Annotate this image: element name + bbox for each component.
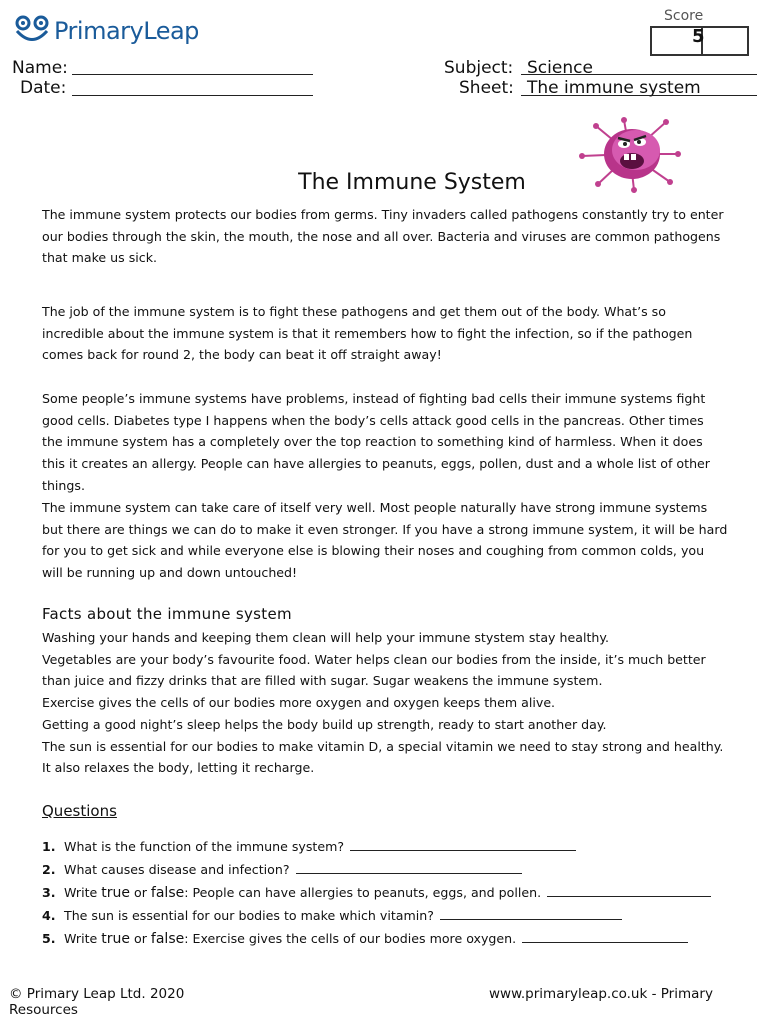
question-write: Write (64, 931, 98, 946)
subject-value: Science (527, 58, 593, 78)
score-box (650, 26, 749, 56)
page-title: The Immune System (298, 170, 526, 195)
facts-heading: Facts about the immune system (42, 605, 292, 623)
name-label: Name: (12, 58, 68, 78)
questions-heading: Questions (42, 802, 117, 820)
question-number: 1. (42, 839, 56, 854)
question-text: : Exercise gives the cells of our bodies more oxygen. (184, 931, 517, 946)
question-item (42, 884, 711, 901)
true-word: true (101, 931, 130, 947)
question-item (42, 930, 688, 947)
question-text: What is the function of the immune system? (64, 839, 345, 854)
answer-line[interactable] (522, 930, 688, 943)
answer-line[interactable] (547, 884, 711, 897)
name-field[interactable] (72, 74, 313, 75)
frog-logo-icon (14, 14, 50, 48)
paragraph-job: The job of the immune system is to fight these pathogens and get them out of the body. What’s so incredible about the immune system is that it remembers how to fight the infection, so if the pathogen comes back for round 2, the body can beat it off straight away! (42, 304, 693, 363)
question-number: 2. (42, 862, 56, 877)
fact-item: Vegetables are your body’s favourite food. Water helps clean our bodies from the inside, it’s much better than juice and fizzy drinks that are filled with sugar. Sugar weakens the immune system. (42, 651, 706, 689)
facts-list (42, 627, 728, 779)
false-word: false (150, 931, 185, 947)
footer-website-link[interactable]: www.primaryleap.co.uk - Primary (489, 986, 713, 1002)
or-word: or (134, 931, 147, 946)
logo-text: PrimaryLeap (54, 17, 199, 45)
question-text: : People can have allergies to peanuts, eggs, and pollen. (184, 885, 542, 900)
answer-line[interactable] (296, 861, 522, 874)
subject-label: Subject: (444, 58, 514, 78)
date-label: Date: (20, 78, 67, 98)
fact-item: Getting a good night’s sleep helps the body build up strength, ready to start another day. (42, 716, 607, 732)
question-item (42, 861, 522, 877)
logo (14, 14, 199, 48)
footer-copyright: © Primary Leap Ltd. 2020 (9, 986, 185, 1002)
true-word: true (101, 885, 130, 901)
score-value: 5 (692, 26, 705, 47)
paragraph-problems: Some people’s immune systems have problems, instead of fighting bad cells their immune systems fight good cells. Diabetes type I happens when the body’s cells attack good cells in the pancreas. Other times the immune system has a completely over the top reaction to something kind of harmless. When it does this it creates an allergy. People can have allergies to peanuts, eggs, pollen, dust and a whole list of other things. (42, 391, 710, 493)
or-word: or (134, 885, 147, 900)
question-text: The sun is essential for our bodies to make which vitamin? (64, 908, 434, 923)
question-number: 5. (42, 931, 56, 946)
question-item (42, 907, 622, 923)
question-number: 3. (42, 885, 56, 900)
question-write: Write (64, 885, 98, 900)
subject-line (521, 74, 757, 75)
question-number: 4. (42, 908, 56, 923)
sheet-label: Sheet: (459, 78, 514, 98)
footer-resources: Resources (9, 1002, 78, 1018)
paragraph-intro: The immune system protects our bodies from germs. Tiny invaders called pathogens constantly try to enter our bodies through the skin, the mouth, the nose and all over. Bacteria and viruses are common pathogens that make us sick. (42, 207, 724, 266)
answer-line[interactable] (440, 907, 622, 920)
question-item (42, 838, 576, 854)
score-label: Score (664, 8, 704, 24)
question-text: What causes disease and infection? (64, 862, 290, 877)
fact-item: Exercise gives the cells of our bodies more oxygen and oxygen keeps them alive. (42, 695, 556, 711)
date-field[interactable] (72, 95, 313, 96)
sheet-line (521, 95, 757, 96)
answer-line[interactable] (350, 838, 576, 851)
sheet-value: The immune system (527, 78, 701, 98)
paragraph-strong: The immune system can take care of itself very well. Most people naturally have strong immune systems but there are things we can do to make it even stronger. If you have a strong immune system, it will be hard for you to get sick and while everyone else is blowing their noses and coughing from common colds, you will be running up and down untouched! (42, 500, 728, 581)
false-word: false (150, 885, 185, 901)
fact-item: The sun is essential for our bodies to make vitamin D, a special vitamin we need to stay strong and healthy. It also relaxes the body, letting it recharge. (42, 738, 724, 776)
fact-item: Washing your hands and keeping them clean will help your immune stystem stay healthy. (42, 630, 610, 645)
